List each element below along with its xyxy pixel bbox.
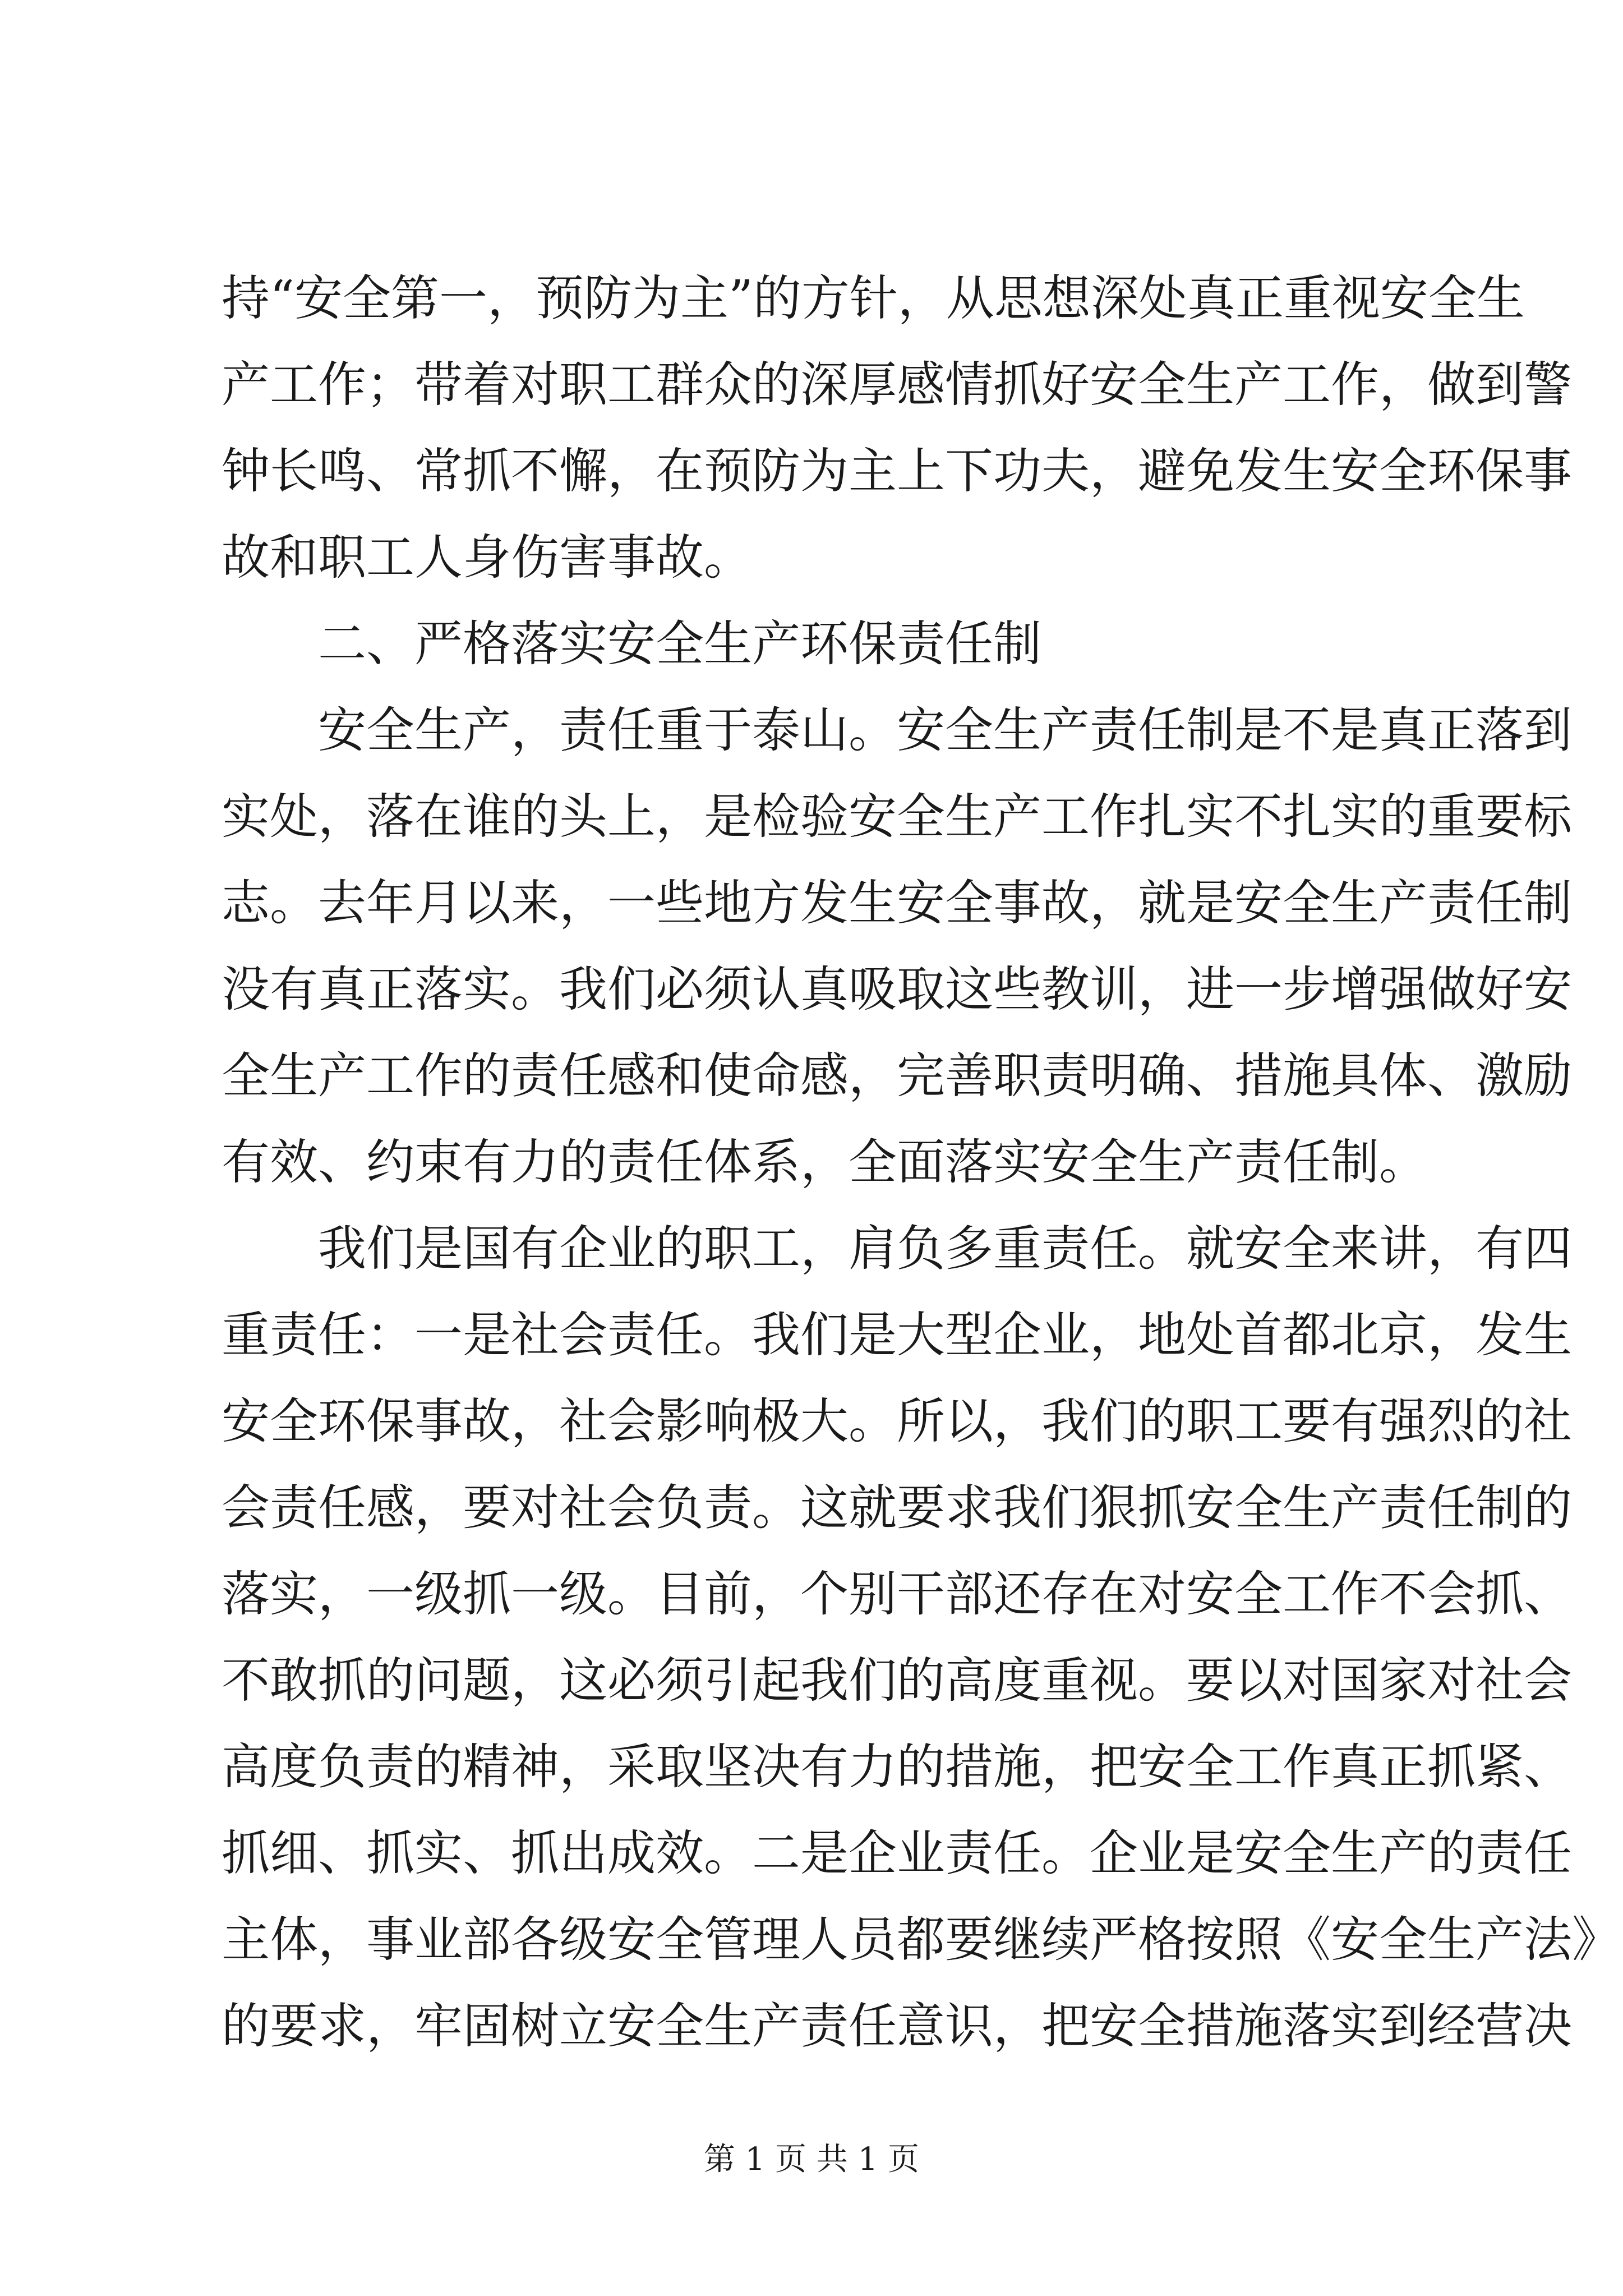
text-line: 会责任感，要对社会负责。这就要求我们狠抓安全生产责任制的 <box>222 1480 1572 1536</box>
text-line: 产工作；带着对职工群众的深厚感情抓好安全生产工作，做到警 <box>222 357 1572 413</box>
text-line: 有效、约束有力的责任体系，全面落实安全生产责任制。 <box>222 1134 1427 1190</box>
text-line: 持“安全第一，预防为主”的方针，从思想深处真正重视安全生 <box>222 270 1525 326</box>
text-line: 故和职工人身伤害事故。 <box>222 530 752 586</box>
document-body <box>222 255 1620 2069</box>
text-line: 钟长鸣、常抓不懈，在预防为主上下功夫，避免发生安全环保事 <box>222 443 1572 499</box>
text-line: 不敢抓的问题，这必须引起我们的高度重视。要以对国家对社会 <box>222 1653 1572 1709</box>
text-line: 全生产工作的责任感和使命感，完善职责明确、措施具体、激励 <box>222 1048 1572 1104</box>
text-line: 高度负责的精神，采取坚决有力的措施，把安全工作真正抓紧、 <box>222 1739 1572 1795</box>
text-line: 抓细、抓实、抓出成效。二是企业责任。企业是安全生产的责任 <box>222 1825 1572 1881</box>
page-footer: 第 1 页 共 1 页 <box>703 2141 920 2178</box>
text-line: 重责任：一是社会责任。我们是大型企业，地处首都北京，发生 <box>222 1307 1572 1363</box>
text-line: 安全环保事故，社会影响极大。所以，我们的职工要有强烈的社 <box>222 1393 1572 1450</box>
text-line: 实处，落在谁的头上，是检验安全生产工作扎实不扎实的重要标 <box>222 789 1572 845</box>
text-line: 我们是国有企业的职工，肩负多重责任。就安全来讲，有四 <box>318 1221 1572 1277</box>
text-line: 志。去年月以来，一些地方发生安全事故，就是安全生产责任制 <box>222 875 1572 931</box>
text-line: 安全生产，责任重于泰山。安全生产责任制是不是真正落到 <box>318 702 1572 758</box>
text-line: 没有真正落实。我们必须认真吸取这些教训，进一步增强做好安 <box>222 961 1572 1018</box>
text-line: 落实，一级抓一级。目前，个别干部还存在对安全工作不会抓、 <box>222 1566 1572 1622</box>
section-heading: 二、严格落实安全生产环保责任制 <box>318 616 1041 672</box>
text-line: 的要求，牢固树立安全生产责任意识，把安全措施落实到经营决 <box>222 1998 1572 2054</box>
text-line: 主体，事业部各级安全管理人员都要继续严格按照《安全生产法》 <box>222 1912 1620 1968</box>
